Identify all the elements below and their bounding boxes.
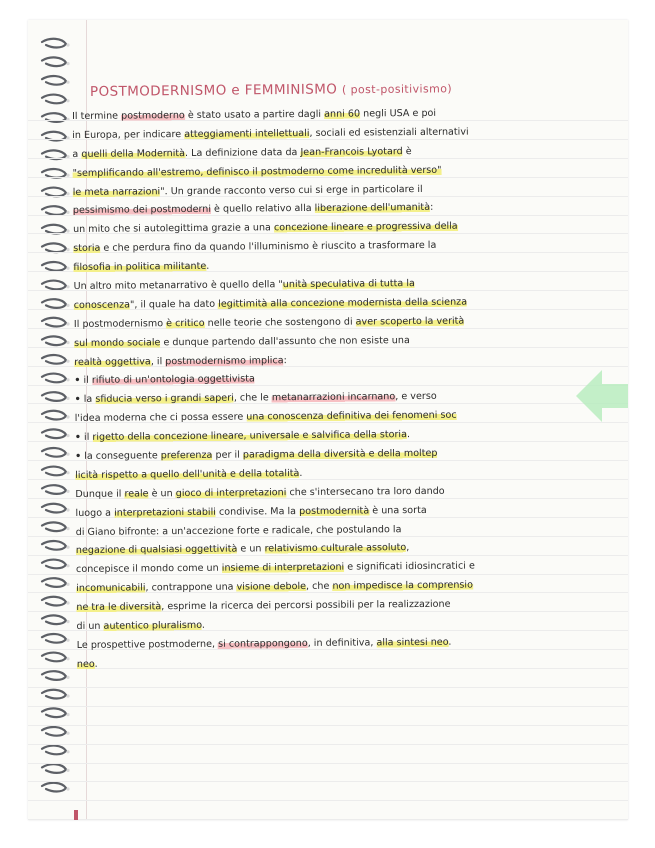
note-text: negli USA e poi — [360, 107, 437, 120]
note-text: : — [283, 354, 287, 366]
highlighted-text: licità rispetto a quello dell'unità e della totalità — [75, 467, 300, 481]
spiral-ring — [42, 243, 70, 252]
spiral-ring — [42, 392, 70, 401]
highlighted-text: realtà oggettiva — [74, 355, 151, 368]
highlighted-text: concezione lineare e progressiva della — [273, 220, 458, 234]
highlighted-text: autentico pluralismo — [103, 619, 202, 632]
note-text: è un — [148, 487, 176, 500]
note-text: luogo a — [75, 507, 115, 519]
ruled-line — [28, 781, 628, 782]
highlighted-text: relativismo culturale assoluto — [264, 542, 407, 555]
spiral-ring — [42, 95, 70, 104]
highlighted-text: insieme di interpretazioni — [221, 562, 345, 575]
highlighted-text: interpretazioni stabili — [114, 506, 216, 519]
note-text: e un — [237, 543, 265, 556]
highlighted-text: filosofia in politica militante — [73, 260, 207, 274]
spiral-ring — [42, 76, 70, 85]
ruled-line — [28, 744, 628, 745]
spiral-ring — [42, 485, 70, 494]
highlighted-text: alla sintesi neo — [376, 636, 449, 649]
note-text: . — [448, 636, 452, 648]
bullet-mark: • — [74, 432, 82, 444]
note-text: la conseguente — [84, 450, 161, 462]
note-text: è una sorta — [369, 504, 427, 517]
highlighted-text: metanarrazioni incarnano — [271, 391, 396, 404]
note-text: . — [94, 658, 98, 670]
ruled-line — [28, 687, 628, 688]
highlighted-text: incomunicabili — [76, 582, 146, 595]
bullet-mark: • — [74, 450, 82, 463]
spiral-ring — [42, 764, 70, 773]
spiral-ring — [42, 708, 70, 717]
highlighted-text: preferenza — [160, 449, 213, 462]
note-text: Dunque il — [75, 488, 125, 500]
note-text: l'idea moderna che ci possa essere — [74, 411, 247, 425]
highlighted-text: rigetto della concezione lineare, universale e salvifica della storia — [92, 429, 407, 443]
note-text: di un — [76, 620, 104, 633]
note-text: , il — [150, 355, 166, 367]
spiral-ring — [42, 188, 70, 197]
highlighted-text: unità speculativa di tutta la — [282, 278, 415, 291]
note-text: , contrappone una — [145, 581, 237, 594]
note-text: . La definizione data da — [184, 146, 301, 159]
highlighted-text: quelli della Modernità — [81, 147, 186, 160]
note-text: Un altro mito metanarrativo è quello della " — [73, 279, 283, 293]
spiral-ring — [42, 411, 70, 420]
highlighted-text: aver scoperto la verità — [355, 315, 465, 328]
spiral-ring — [42, 467, 70, 476]
spiral-ring — [42, 504, 70, 513]
spiral-ring — [42, 597, 70, 606]
title-main: POSTMODERNISMO e FEMMINISMO — [89, 81, 338, 100]
note-text: Il postmodernismo — [73, 317, 167, 330]
highlighted-text: negazione di qualsiasi oggettività — [75, 544, 238, 557]
note-text: , — [406, 542, 410, 554]
spiral-ring — [42, 522, 70, 531]
note-text: è — [402, 145, 412, 157]
highlighted-text: anni 60 — [324, 108, 361, 120]
page-title — [90, 80, 452, 100]
spiral-ring — [42, 746, 70, 755]
highlighted-text: conoscenza — [73, 299, 131, 311]
green-arrow-tab — [576, 368, 628, 424]
spiral-ring — [42, 318, 70, 327]
spiral-ring — [42, 429, 70, 438]
note-text: , che — [305, 581, 333, 593]
note-text: di Giano bifronte: a un'accezione forte e radicale, che postulando la — [75, 523, 402, 538]
highlighted-text: Jean-Francois Lyotard — [300, 145, 403, 158]
note-text: . — [206, 260, 210, 272]
spiral-binding — [40, 20, 74, 820]
spiral-ring — [42, 615, 70, 624]
note-text: e dunque partendo dall'assunto che non esiste una — [160, 334, 410, 348]
spiral-ring — [42, 690, 70, 699]
highlighted-text: una conoscenza definitiva dei fenomeni soc — [246, 409, 457, 423]
spiral-ring — [42, 281, 70, 290]
bullet-mark: • — [74, 375, 81, 387]
note-text: : — [430, 202, 434, 214]
highlighted-text: postmodernismo implica — [165, 354, 284, 367]
note-text: . — [299, 467, 303, 479]
note-text: è stato usato a partire dagli — [184, 108, 325, 122]
highlighted-text: ne tra le diversità — [76, 601, 162, 614]
highlighted-text: liberazione dell'umanità — [314, 202, 431, 215]
highlighted-text: atteggiamenti intellettuali — [184, 127, 310, 140]
spiral-ring — [42, 57, 70, 66]
ruled-line — [28, 819, 628, 820]
note-text: e che perdura fino da quando l'illuminismo è riuscito a trasformare la — [100, 240, 437, 254]
highlighted-text: le meta narrazioni — [72, 185, 161, 198]
spiral-ring — [42, 262, 70, 271]
highlighted-text: si contrappongono — [218, 637, 308, 650]
highlighted-text: è critico — [166, 317, 205, 329]
note-text: . — [406, 429, 411, 441]
highlighted-text: legittimità alla concezione modernista della scienza — [218, 296, 468, 310]
note-text: a — [72, 148, 82, 160]
highlighted-text: "semplificando all'estremo, definisco il postmoderno come incredulità verso" — [72, 164, 442, 179]
note-text: il — [83, 375, 92, 387]
note-text: un mito che si autolegittima grazie a una — [73, 222, 274, 236]
spiral-ring — [42, 560, 70, 569]
highlighted-text: neo — [76, 658, 95, 670]
note-text: , che le — [233, 392, 272, 404]
note-text: per il — [212, 449, 243, 461]
highlighted-text: pessimismo dei postmoderni — [72, 204, 212, 217]
spiral-ring — [42, 336, 70, 345]
highlighted-text: postmodernità — [299, 505, 370, 517]
note-text: concepisce il mondo come un — [75, 563, 222, 576]
highlighted-text: paradigma della diversità e della moltep — [242, 447, 438, 461]
bullet-mark: • — [74, 394, 81, 406]
highlighted-text: sfiducia verso i grandi saperi — [95, 392, 234, 406]
ruled-line — [28, 725, 628, 726]
note-text: ", il quale ha dato — [129, 298, 219, 311]
spiral-ring — [42, 727, 70, 736]
highlighted-text: gioco di interpretazioni — [175, 486, 287, 499]
note-text: condivise. Ma la — [215, 505, 300, 518]
spiral-ring — [42, 634, 70, 643]
highlighted-text: reale — [124, 488, 149, 500]
corner-mark — [74, 810, 78, 820]
spiral-ring — [42, 671, 70, 680]
note-text: ". Un grande racconto verso cui si erge in particolare il — [160, 183, 423, 197]
highlighted-text: non impedisce la comprensio — [332, 579, 473, 593]
note-text: la — [83, 394, 96, 406]
note-text: , in definitiva, — [307, 637, 377, 649]
note-text: Il termine — [72, 110, 122, 122]
spiral-ring — [42, 374, 70, 383]
note-text: in Europa, per indicare — [72, 128, 185, 141]
ruled-line — [28, 800, 628, 801]
spiral-ring — [42, 578, 70, 587]
highlighted-text: rifiuto di un'ontologia oggettivista — [91, 373, 255, 387]
notebook-page — [28, 20, 628, 820]
spiral-ring — [42, 653, 70, 662]
spiral-ring — [42, 448, 70, 457]
note-text: che s'intersecano tra loro dando — [286, 485, 445, 498]
note-text: . — [201, 619, 206, 631]
note-text: , sociali ed esistenziali alternativi — [309, 126, 469, 139]
spiral-ring — [42, 541, 70, 550]
ruled-line — [28, 763, 628, 764]
spiral-ring — [42, 39, 70, 48]
note-body — [72, 103, 625, 674]
highlighted-text: postmoderno — [121, 110, 185, 122]
spiral-ring — [42, 299, 70, 308]
note-text: il — [83, 431, 93, 444]
note-text: Le prospettive postmoderne, — [76, 638, 219, 651]
note-text: , esprime la ricerca dei percorsi possibili per la realizzazione — [161, 598, 451, 613]
highlighted-text: sul mondo sociale — [74, 336, 161, 349]
note-text: e significati idiosincratici e — [344, 560, 475, 574]
highlighted-text: storia — [73, 242, 101, 255]
note-text: è quello relativo alla — [210, 203, 315, 216]
spiral-ring — [42, 206, 70, 215]
highlighted-text: visione debole — [236, 581, 307, 593]
ruled-line — [28, 706, 628, 707]
spiral-ring — [42, 355, 70, 364]
note-text: nelle teorie che sostengono di — [204, 316, 356, 329]
title-subtitle: ( post-positivismo) — [341, 82, 453, 97]
note-text: , e verso — [395, 391, 437, 403]
spiral-ring — [42, 783, 70, 792]
